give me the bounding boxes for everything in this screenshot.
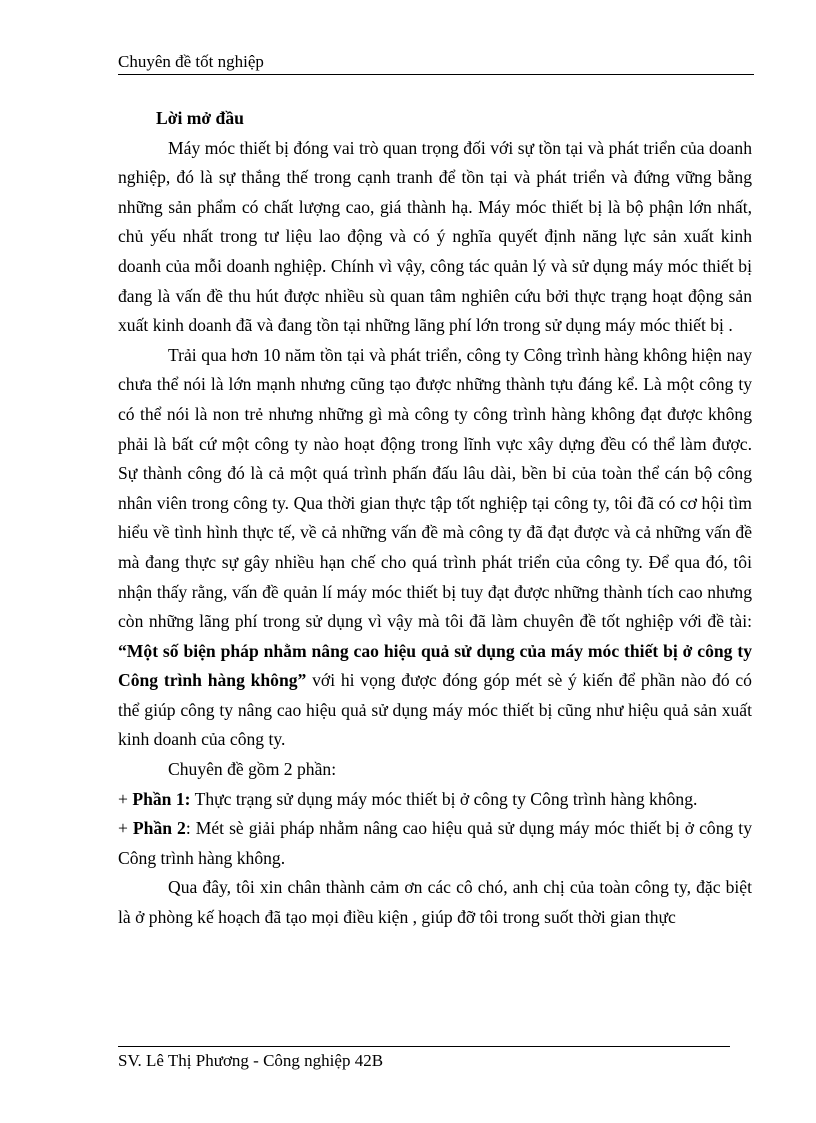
page-header [118,52,754,75]
bullet-prefix: + [118,818,133,839]
part-2-item [118,814,752,873]
part-2-text: : Mét sè giải pháp nhằm nâng cao hiệu quả sử dụng máy móc thiết bị ở công ty Công trình hàng không. [118,818,752,868]
footer-text: SV. Lê Thị Phương - Công nghiệp 42B [118,1051,384,1070]
document-body [118,104,752,933]
paragraph-2-text-b: với hi vọng được đóng góp mét sè ý kiến để phần nào đó có thể giúp công ty nâng cao hiệu quả sử dụng máy móc thiết bị cũng như hiệu quả sản xuất kinh doanh của công ty. [118,670,752,750]
section-heading: Lời mở đầu [156,108,244,128]
bullet-prefix: + [118,788,133,809]
paragraph-4: Qua đây, tôi xin chân thành cảm ơn các cô chó, anh chị của toàn công ty, đặc biệt là ở phòng kế hoạch đã tạo mọi điều kiện , giúp đỡ tôi trong suốt thời gian thực [118,877,752,928]
part-2-label: Phần 2 [132,818,186,839]
paragraph-3: Chuyên đề gồm 2 phần: [168,759,337,780]
part-1-label: Phần 1: [132,788,191,809]
part-1-text: Thực trạng sử dụng máy móc thiết bị ở công ty Công trình hàng không. [190,788,698,809]
paragraph-1: Máy móc thiết bị đóng vai trò quan trọng đối với sự tồn tại và phát triển của doanh nghiệp, đó là sự thắng thế trong cạnh tranh để tồn tại và phát triển và đứng vững bằng những sản phẩm có chất lượng cao, giá thành hạ. Máy móc thiết bị là bộ phận lớn nhất, chủ yếu nhất trong tư liệu lao động và có ý nghĩa quyết định năng lực sản xuất kinh doanh của mỗi doanh nghiệp. Chính vì vậy, công tác quản lý và sử dụng máy móc thiết bị đang là vấn đề thu hút được nhiều sù quan tâm nghiên cứu bởi thực trạng hoạt động sản xuất kinh doanh đã và đang tồn tại những lãng phí lớn trong sử dụng máy móc thiết bị . [118,137,752,336]
part-1-item [118,785,752,815]
header-title: Chuyên đề tốt nghiệp [118,52,264,71]
paragraph-2-text-a: Trải qua hơn 10 năm tồn tại và phát triển, công ty Công trình hàng không hiện nay chưa thể nói là lớn mạnh nhưng cũng tạo được những thành tựu đáng kể. Là một công ty có thể nói là non trẻ nhưng những gì mà công ty công trình hàng không đạt được không phải là bất cứ một công ty nào hoạt động trong lĩnh vực xây dựng đều có thể làm được. Sự thành công đó là cả một quá trình phấn đấu lâu dài, bền bỉ của toàn thể cán bộ công nhân viên trong công ty. Qua thời gian thực tập tốt nghiệp tại công ty, tôi đã có cơ hội tìm hiểu về tình hình thực tế, về cả những vấn đề mà công ty đã đạt được và cả những vấn đề mà đang thực sự gây nhiều hạn chế cho quá trình phát triển của công ty. Để qua đó, tôi nhận thấy rằng, vấn đề quản lí máy móc thiết bị tuy đạt được những thành tích cao nhưng còn những lãng phí trong sử dụng vì vậy mà tôi đã làm chuyên đề tốt nghiệp với đề tài: [118,344,752,632]
paragraph-2 [118,341,752,755]
thesis-title: “Một số biện pháp nhằm nâng cao hiệu quả sử dụng của máy móc thiết bị ở công ty Công trình hàng không” [118,640,752,691]
page-footer [118,1046,730,1071]
